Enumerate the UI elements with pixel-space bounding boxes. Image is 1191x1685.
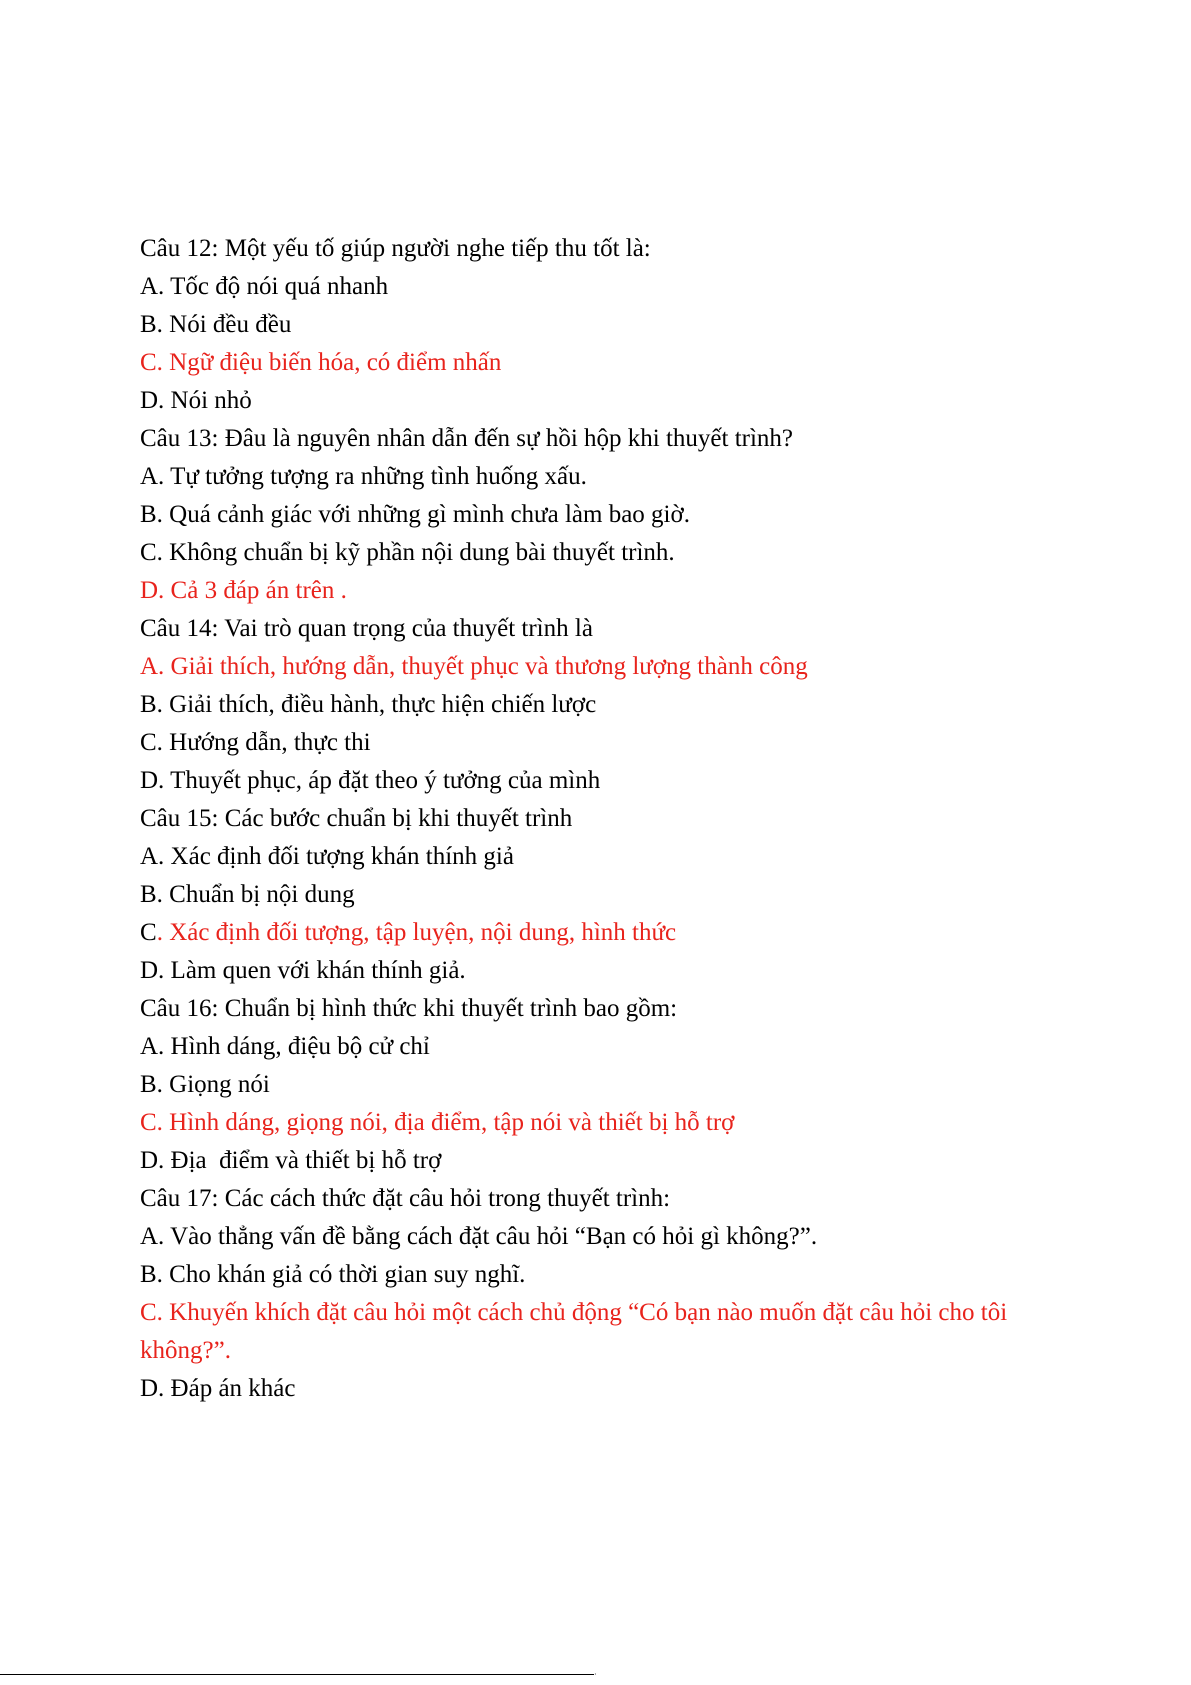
footer-mark: · <box>594 1670 597 1679</box>
question-15-option-c-letter: C <box>140 919 157 946</box>
question-17-option-d: D. Đáp án khác <box>140 1375 296 1402</box>
question-17-option-b: B. Cho khán giả có thời gian suy nghĩ. <box>140 1261 526 1288</box>
question-block-15 <box>140 800 1080 990</box>
question-14-option-a-correct: A. Giải thích, hướng dẫn, thuyết phục và thương lượng thành công <box>140 653 808 680</box>
question-17-text: Câu 17: Các cách thức đặt câu hỏi trong thuyết trình: <box>140 1185 671 1212</box>
question-14-option-b: B. Giải thích, điều hành, thực hiện chiến lược <box>140 691 597 718</box>
question-13-option-b: B. Quá cảnh giác với những gì mình chưa làm bao giờ. <box>140 501 690 528</box>
question-15-option-c-answer-text: . Xác định đối tượng, tập luyện, nội dung, hình thức <box>156 919 677 946</box>
question-15-option-c-correct <box>140 914 1080 952</box>
question-12-option-c-correct: C. Ngữ điệu biến hóa, có điểm nhấn <box>140 349 502 376</box>
quiz-content <box>140 230 1080 1408</box>
question-block-13 <box>140 420 1080 610</box>
question-block-17 <box>140 1180 1080 1408</box>
question-15-text: Câu 15: Các bước chuẩn bị khi thuyết trình <box>140 805 573 832</box>
question-12-text: Câu 12: Một yếu tố giúp người nghe tiếp thu tốt là: <box>140 235 651 262</box>
question-16-option-c-correct: C. Hình dáng, giọng nói, địa điểm, tập nói và thiết bị hỗ trợ <box>140 1109 735 1136</box>
question-13-option-d-correct: D. Cả 3 đáp án trên . <box>140 577 347 604</box>
footer-divider <box>0 1674 594 1675</box>
question-block-16 <box>140 990 1080 1180</box>
question-block-12 <box>140 230 1080 420</box>
question-13-option-c: C. Không chuẩn bị kỹ phần nội dung bài thuyết trình. <box>140 539 675 566</box>
question-16-option-d: D. Địa điểm và thiết bị hỗ trợ <box>140 1147 442 1174</box>
question-14-option-d: D. Thuyết phục, áp đặt theo ý tưởng của mình <box>140 767 601 794</box>
question-12-option-a: A. Tốc độ nói quá nhanh <box>140 273 389 300</box>
question-13-text: Câu 13: Đâu là nguyên nhân dẫn đến sự hồi hộp khi thuyết trình? <box>140 425 794 452</box>
question-17-option-c-correct: C. Khuyến khích đặt câu hỏi một cách chủ động “Có bạn nào muốn đặt câu hỏi cho tôi không?”. <box>140 1299 1008 1364</box>
question-15-option-d: D. Làm quen với khán thính giả. <box>140 957 466 984</box>
question-14-text: Câu 14: Vai trò quan trọng của thuyết trình là <box>140 615 593 642</box>
question-15-option-b: B. Chuẩn bị nội dung <box>140 881 355 908</box>
question-15-option-a: A. Xác định đối tượng khán thính giả <box>140 843 514 870</box>
question-16-text: Câu 16: Chuẩn bị hình thức khi thuyết trình bao gồm: <box>140 995 678 1022</box>
question-17-option-a: A. Vào thẳng vấn đề bằng cách đặt câu hỏi “Bạn có hỏi gì không?”. <box>140 1223 818 1250</box>
question-12-option-d: D. Nói nhỏ <box>140 387 252 414</box>
question-block-14 <box>140 610 1080 800</box>
question-12-option-b: B. Nói đều đều <box>140 311 292 338</box>
question-16-option-b: B. Giọng nói <box>140 1071 270 1098</box>
question-13-option-a: A. Tự tưởng tượng ra những tình huống xấu. <box>140 463 587 490</box>
question-14-option-c: C. Hướng dẫn, thực thi <box>140 729 371 756</box>
question-16-option-a: A. Hình dáng, điệu bộ cử chỉ <box>140 1033 430 1060</box>
